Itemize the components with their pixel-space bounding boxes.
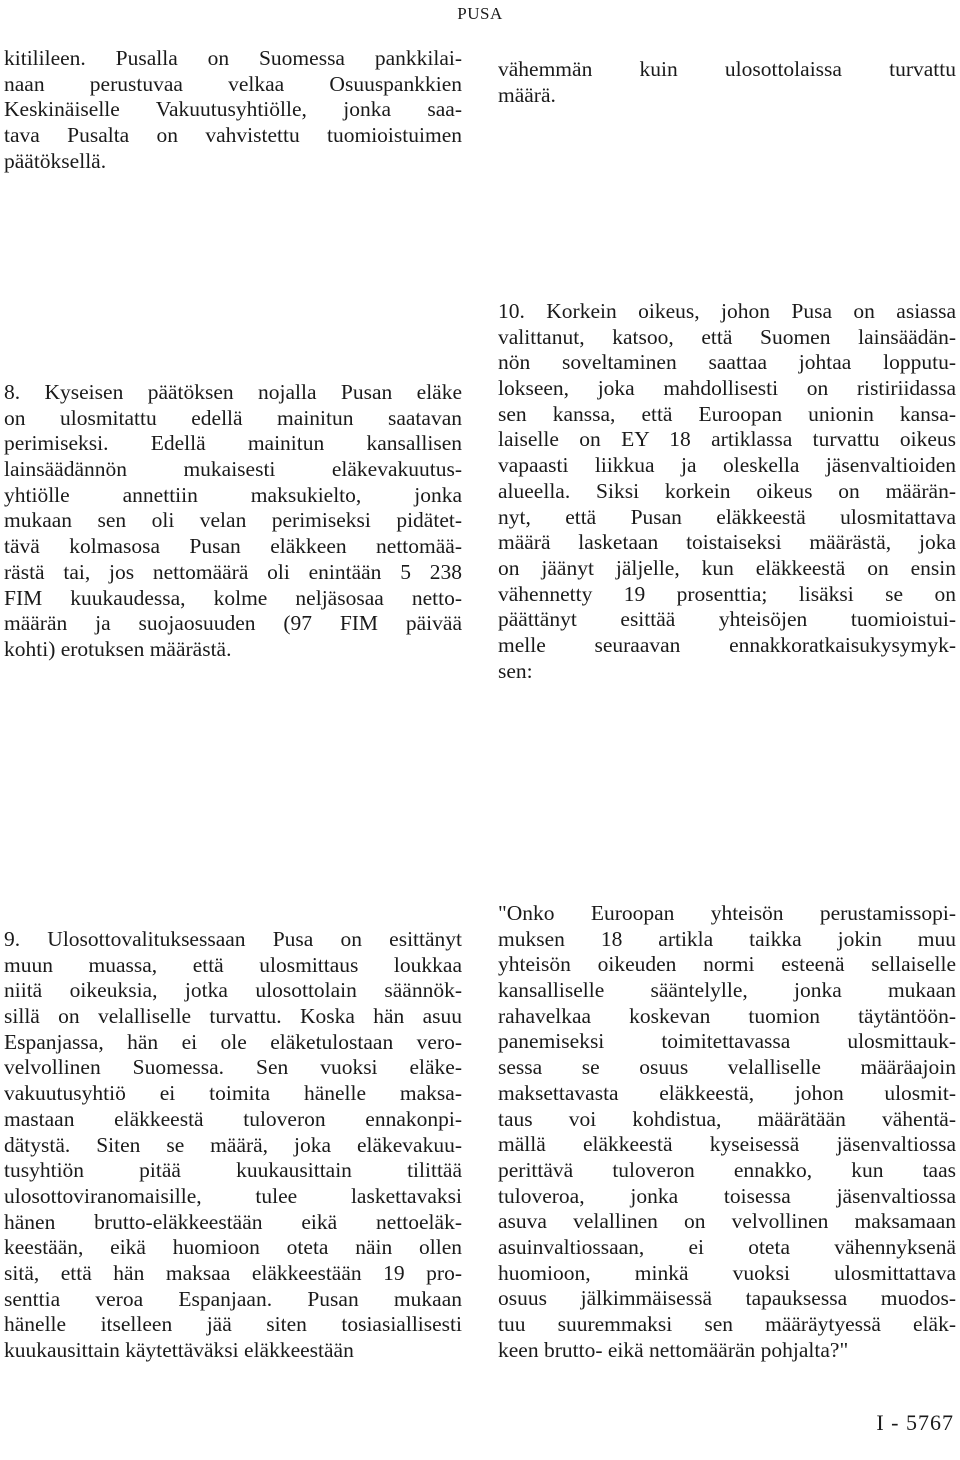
text-line: naan perustuvaa velkaa Osuuspankkien (4, 71, 462, 96)
text-line: kitilileen. Pusalla on Suomessa pankkilai- (4, 46, 462, 70)
text-line: määrä lasketaan toistaiseksi määrästä, joka (498, 530, 956, 555)
text-line: nyt, että Pusan eläkkeestä ulosmitattava (498, 504, 956, 529)
text-line: dätystä. Siten se määrä, joka eläkevakuu- (4, 1132, 462, 1157)
text-line: kohti) erotuksen määrästä. (4, 636, 232, 661)
text-line: 10. Korkein oikeus, johon Pusa on asiassa (498, 299, 956, 323)
text-line: panemiseksi toimitettavassa ulosmittauk- (498, 1029, 956, 1054)
text-line: määrän ja suojaosuuden (97 FIM päivää (4, 611, 462, 636)
text-line: 8. Kyseisen päätöksen nojalla Pusan eläke (4, 380, 462, 404)
page-number: I - 5767 (876, 1410, 954, 1435)
text-line: sessa se osuus velalliselle määräajoin (498, 1055, 956, 1080)
text-line: vähemmän kuin ulosottolaissa turvattu (498, 57, 956, 81)
text-line: lokseen, joka mahdollisesti on ristiriidassa (498, 376, 956, 401)
text-line: perimiseksi. Edellä mainitun kansallisen (4, 431, 462, 456)
text-line: laiselle on EY 18 artiklassa turvattu oikeus (498, 427, 956, 452)
text-line: maksettavasta eläkkeestä, johon ulosmit- (498, 1080, 956, 1105)
text-line: 9. Ulosottovalituksessaan Pusa on esittänyt (4, 927, 462, 951)
text-line: kansalliselle sääntelylle, jonka mukaan (498, 978, 956, 1003)
text-line: mastaan eläkkeestä tuloveron ennakonpi- (4, 1106, 462, 1131)
paragraph-9 (4, 927, 462, 1364)
text-line: tuu suuremmaksi sen määräytyessä eläk- (498, 1312, 956, 1336)
text-line: tava Pusalta on vahvistettu tuomioistuimen (4, 123, 462, 148)
text-line: päätöksellä. (4, 148, 107, 173)
text-line: päättänyt esittää yhteisöjen tuomioistui- (498, 607, 956, 632)
text-line: mukaan sen oli velan perimiseksi pidätet- (4, 508, 462, 533)
text-line: keestään, eikä huomioon oteta näin ollen (4, 1235, 462, 1260)
left-top-paragraph (4, 46, 462, 174)
text-line: vähennetty 19 prosenttia; lisäksi se on (498, 581, 956, 606)
text-line: valittanut, katsoo, että Suomen lainsäädän- (498, 324, 956, 349)
text-line: mällä eläkkeestä kyseisessä jäsenvaltiossa (498, 1132, 956, 1157)
text-line: vapaasti liikkua ja oleskella jäsenvaltioiden (498, 453, 956, 478)
text-line: asuva velallinen on velvollinen maksamaan (498, 1209, 956, 1234)
text-line: alueella. Siksi korkein oikeus on määrän- (498, 478, 956, 503)
text-line: nön soveltaminen saattaa johtaa lopputu- (498, 350, 956, 375)
right-top-paragraph (498, 57, 956, 108)
text-line: asuinvaltiossaan, ei oteta vähennyksenä (498, 1234, 956, 1259)
text-line: lainsäädännön mukaisesti eläkevakuutus- (4, 457, 462, 482)
text-line: rästä tai, jos nettomäärä oli enintään 5 238 (4, 559, 462, 584)
text-line: keen brutto- eikä nettomäärän pohjalta?" (498, 1337, 849, 1362)
text-line: rahavelkaa koskevan tuomion täytäntöön- (498, 1003, 956, 1028)
text-line: sen kanssa, että Euroopan unionin kansa- (498, 401, 956, 426)
text-line: Keskinäiselle Vakuutusyhtiölle, jonka saa- (4, 97, 462, 122)
text-line: huomioon, minkä vuoksi ulosmittattava (498, 1260, 956, 1285)
text-line: muun muassa, että ulosmittaus loukkaa (4, 952, 462, 977)
text-line: tuloveroa, jonka toisessa jäsenvaltiossa (498, 1183, 956, 1208)
text-line: niitä oikeuksia, jotka ulosottolain säännök- (4, 978, 462, 1003)
text-line: Espanjassa, hän ei ole eläketulostaan vero- (4, 1029, 462, 1054)
paragraph-8 (4, 380, 462, 663)
text-line: osuus jälkimmäisessä tapauksessa muodos- (498, 1286, 956, 1311)
text-line: muksen 18 artikla taikka jokin muu (498, 926, 956, 951)
text-line: hänen brutto-eläkkeestään eikä nettoeläk- (4, 1209, 462, 1234)
text-line: velvollinen Suomessa. Sen vuoksi eläke- (4, 1055, 462, 1080)
paragraph-10 (498, 299, 956, 684)
text-line: sen: (498, 658, 533, 683)
text-line: kuukausittain käytettäväksi eläkkeestään (4, 1338, 354, 1362)
text-line: yhteisön oikeuden normi esteenä sellaiselle (498, 952, 956, 977)
text-line: "Onko Euroopan yhteisön perustamissopi- (498, 901, 956, 925)
text-line: vakuutusyhtiö ei toimita hänelle maksa- (4, 1081, 462, 1106)
text-line: on jäänyt jäljelle, kun eläkkeestä on ensin (498, 555, 956, 580)
text-line: sillä on velalliselle turvattu. Koska hän asuu (4, 1004, 462, 1029)
text-line: melle seuraavan ennakkoratkaisukysymyk- (498, 632, 956, 657)
text-line: sitä, että hän maksaa eläkkeestään 19 pro- (4, 1260, 462, 1285)
text-line: FIM kuukaudessa, kolme neljäsosaa netto- (4, 585, 462, 610)
text-line: tävä kolmasosa Pusan eläkkeen nettomää- (4, 534, 462, 559)
text-line: määrä. (498, 82, 556, 107)
text-line: hänelle itselleen jää siten tosiasiallisesti (4, 1312, 462, 1337)
text-line: tusyhtiön pitää kuukausittain tilittää (4, 1158, 462, 1183)
text-line: taus voi kohdistua, määrätään vähentä- (498, 1106, 956, 1131)
running-header: PUSA (457, 4, 503, 23)
preliminary-question (498, 901, 956, 1363)
text-line: ulosottoviranomaisille, tulee laskettavaksi (4, 1183, 462, 1208)
text-line: yhtiölle annettiin maksukielto, jonka (4, 482, 462, 507)
text-line: on ulosmitattu edellä mainitun saatavan (4, 405, 462, 430)
text-line: senttia veroa Espanjaan. Pusan mukaan (4, 1286, 462, 1311)
text-line: perittävä tuloveron ennakko, kun taas (498, 1157, 956, 1182)
